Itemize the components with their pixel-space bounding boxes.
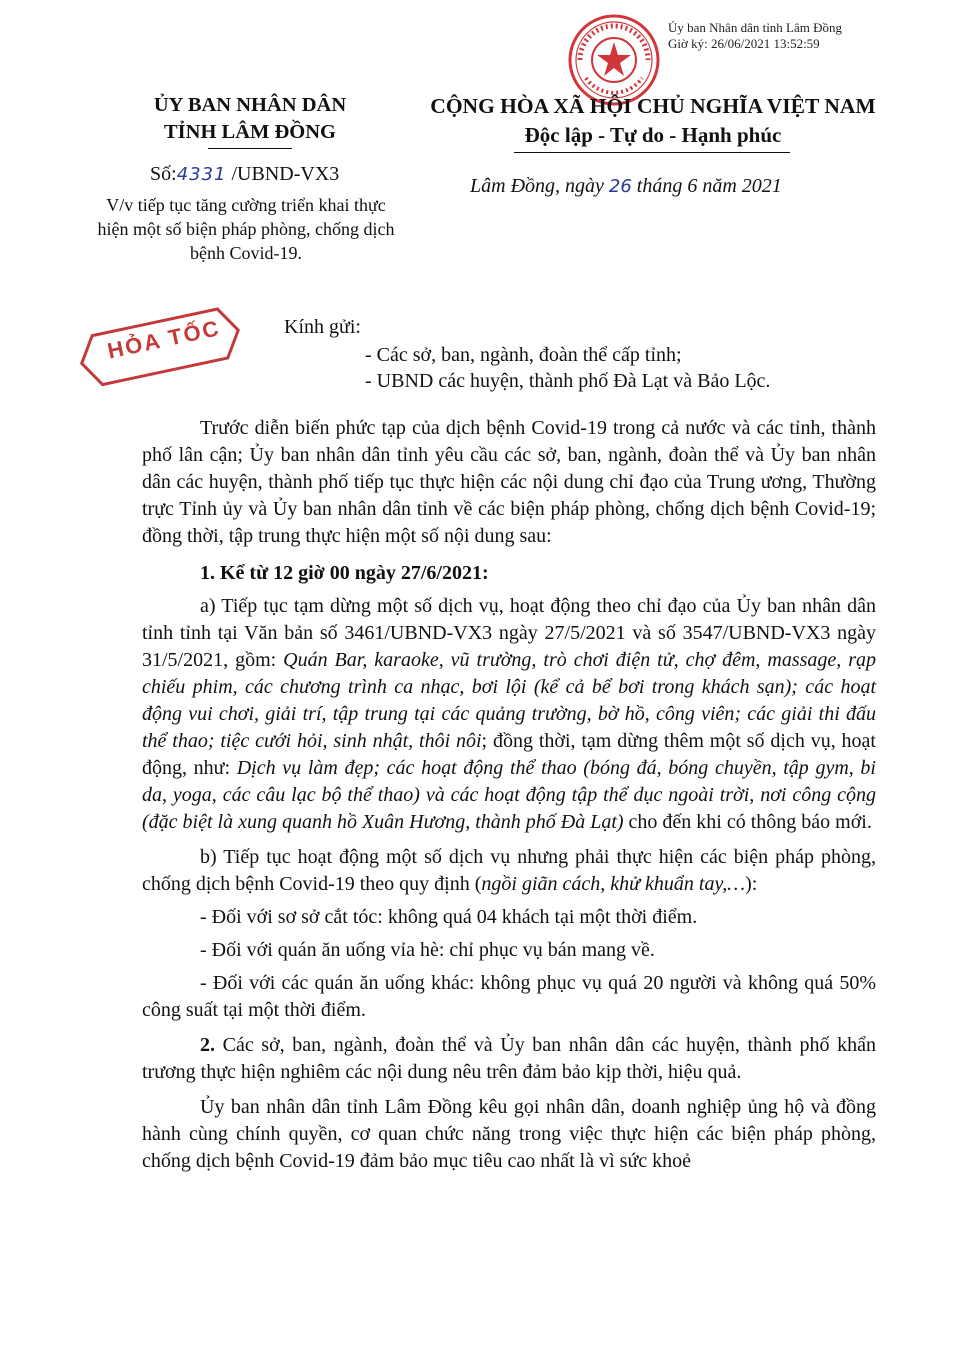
1b-italic: ngồi giãn cách, khử khuẩn tay,… — [481, 873, 746, 895]
agency-line-1: ỦY BAN NHÂN DÂN — [153, 94, 347, 116]
digital-signature-info — [668, 20, 842, 52]
1a-text-3: cho đến khi có thông báo mới. — [623, 811, 872, 833]
document-subject: V/v tiếp tục tăng cường triển khai thực hiện một số biện pháp phòng, chống dịch bệnh Covid-19. — [97, 195, 395, 263]
national-header — [378, 92, 928, 150]
agency-underline — [208, 148, 292, 149]
section-1-title: 1. Kể từ 12 giờ 00 ngày 27/6/2021: — [200, 562, 489, 584]
1b-text-1: b) Tiếp tục hoạt động một số dịch vụ nhưng phải thực hiện các biện pháp phòng, chống dịch bệnh Covid-19 theo quy định ( — [142, 846, 876, 895]
document-body — [142, 415, 876, 1175]
recipient-item: - UBND các huyện, thành phố Đà Lạt và Bảo Lộc. — [365, 370, 771, 392]
number-suffix: /UBND-VX3 — [231, 163, 340, 185]
recipients-label: Kính gửi: — [284, 316, 361, 338]
1a-text-2: ; đồng thời, tạm dừng thêm một số dịch vụ, hoạt động, như: — [142, 730, 876, 779]
place-and-date — [470, 172, 782, 201]
section-1a-paragraph — [142, 593, 876, 836]
recipient-item: - Các sở, ban, ngành, đoàn thể cấp tỉnh; — [365, 344, 682, 366]
closing-paragraph: Ủy ban nhân dân tỉnh Lâm Đồng kêu gọi nhân dân, doanh nghiệp ủng hộ và đồng hành cùng chính quyền, cơ quan chức năng trong việc thực hiện các biện pháp phòng, chống dịch bệnh Covid-19 đảm bảo mục tiêu cao nhất là vì sức khoẻ — [142, 1096, 876, 1172]
number-handwritten: 4331 — [176, 164, 227, 185]
national-motto: Độc lập - Tự do - Hạnh phúc — [524, 123, 782, 147]
1a-text-1: a) Tiếp tục tạm dừng một số dịch vụ, hoạt động theo chỉ đạo của Ủy ban nhân dân tỉnh tỉnh tại Văn bản số 3461/UBND-VX3 ngày 27/5/2021 và số 3547/UBND-VX3 ngày 31/5/2021, gồm: — [142, 595, 876, 671]
1b-text-2: ): — [745, 873, 758, 895]
1a-additional-suspended-list: Dịch vụ làm đẹp; các hoạt động thể thao (bóng đá, bóng chuyền, tập gym, bi da, yoga, các câu lạc bộ thể thao) và các hoạt động tập thể dục ngoài trời, nơi công cộng (đặc biệt là xung quanh hồ Xuân Hương, thành phố Đà Lạt) — [142, 757, 876, 833]
signature-time: Giờ ký: 26/06/2021 13:52:59 — [668, 36, 820, 51]
section-2-text: Các sở, ban, ngành, đoàn thể và Ủy ban nhân dân các huyện, thành phố khẩn trương thực hiện nghiêm các nội dung nêu trên đảm bảo kịp thời, hiệu quả. — [142, 1034, 876, 1083]
1a-suspended-list: Quán Bar, karaoke, vũ trường, trò chơi điện tử, chợ đêm, massage, rạp chiếu phim, các chương trình ca nhạc, bơi lội (kể cả bể bơi trong khách sạn); các hoạt động vui chơi, giải trí, tập trung tại các quảng trường, bờ hồ, công viên; các giải thi đấu thể thao; tiệc cưới hỏi, sinh nhật, thôi nôi — [142, 649, 877, 752]
date-suffix: tháng 6 năm 2021 — [636, 175, 782, 197]
number-prefix: Số: — [150, 163, 177, 185]
section-2-number: 2. — [200, 1034, 215, 1056]
date-day-handwritten: 26 — [608, 176, 632, 197]
intro-paragraph: Trước diễn biến phức tạp của dịch bệnh Covid-19 trong cả nước và các tỉnh, thành phố lân cận; Ủy ban nhân dân tỉnh yêu cầu các sở, ban, ngành, đoàn thể và Ủy ban nhân dân các huyện, thành phố tiếp tục thực hiện các nội dung chỉ đạo của Trung ương, Thường trực Tỉnh ủy và Ủy ban nhân dân tỉnh về các biện pháp phòng, chống dịch bệnh Covid-19; đồng thời, tập trung thực hiện một số nội dung sau: — [142, 417, 876, 547]
signature-signer: Ủy ban Nhân dân tỉnh Lâm Đồng — [668, 20, 843, 35]
document-number — [150, 160, 339, 189]
urgent-stamp — [70, 301, 248, 393]
motto-underline — [514, 152, 790, 153]
urgent-stamp-text: HỎA TỐC — [105, 315, 223, 364]
issuing-agency — [110, 92, 390, 146]
rule-item: - Đối với quán ăn uống vỉa hè: chỉ phục vụ bán mang về. — [200, 939, 655, 961]
section-1b-paragraph — [142, 844, 876, 898]
country-name: CỘNG HÒA XÃ HỘI CHỦ NGHĨA VIỆT NAM — [430, 94, 876, 118]
section-2-paragraph — [142, 1032, 876, 1086]
agency-line-2: TỈNH LÂM ĐỒNG — [164, 121, 336, 143]
rule-item: - Đối với các quán ăn uống khác: không phục vụ quá 20 người và không quá 50% công suất tại một thời điểm. — [142, 972, 876, 1021]
rule-item: - Đối với sơ sở cắt tóc: không quá 04 khách tại một thời điểm. — [200, 906, 698, 928]
date-prefix: Lâm Đồng, ngày — [470, 175, 604, 197]
